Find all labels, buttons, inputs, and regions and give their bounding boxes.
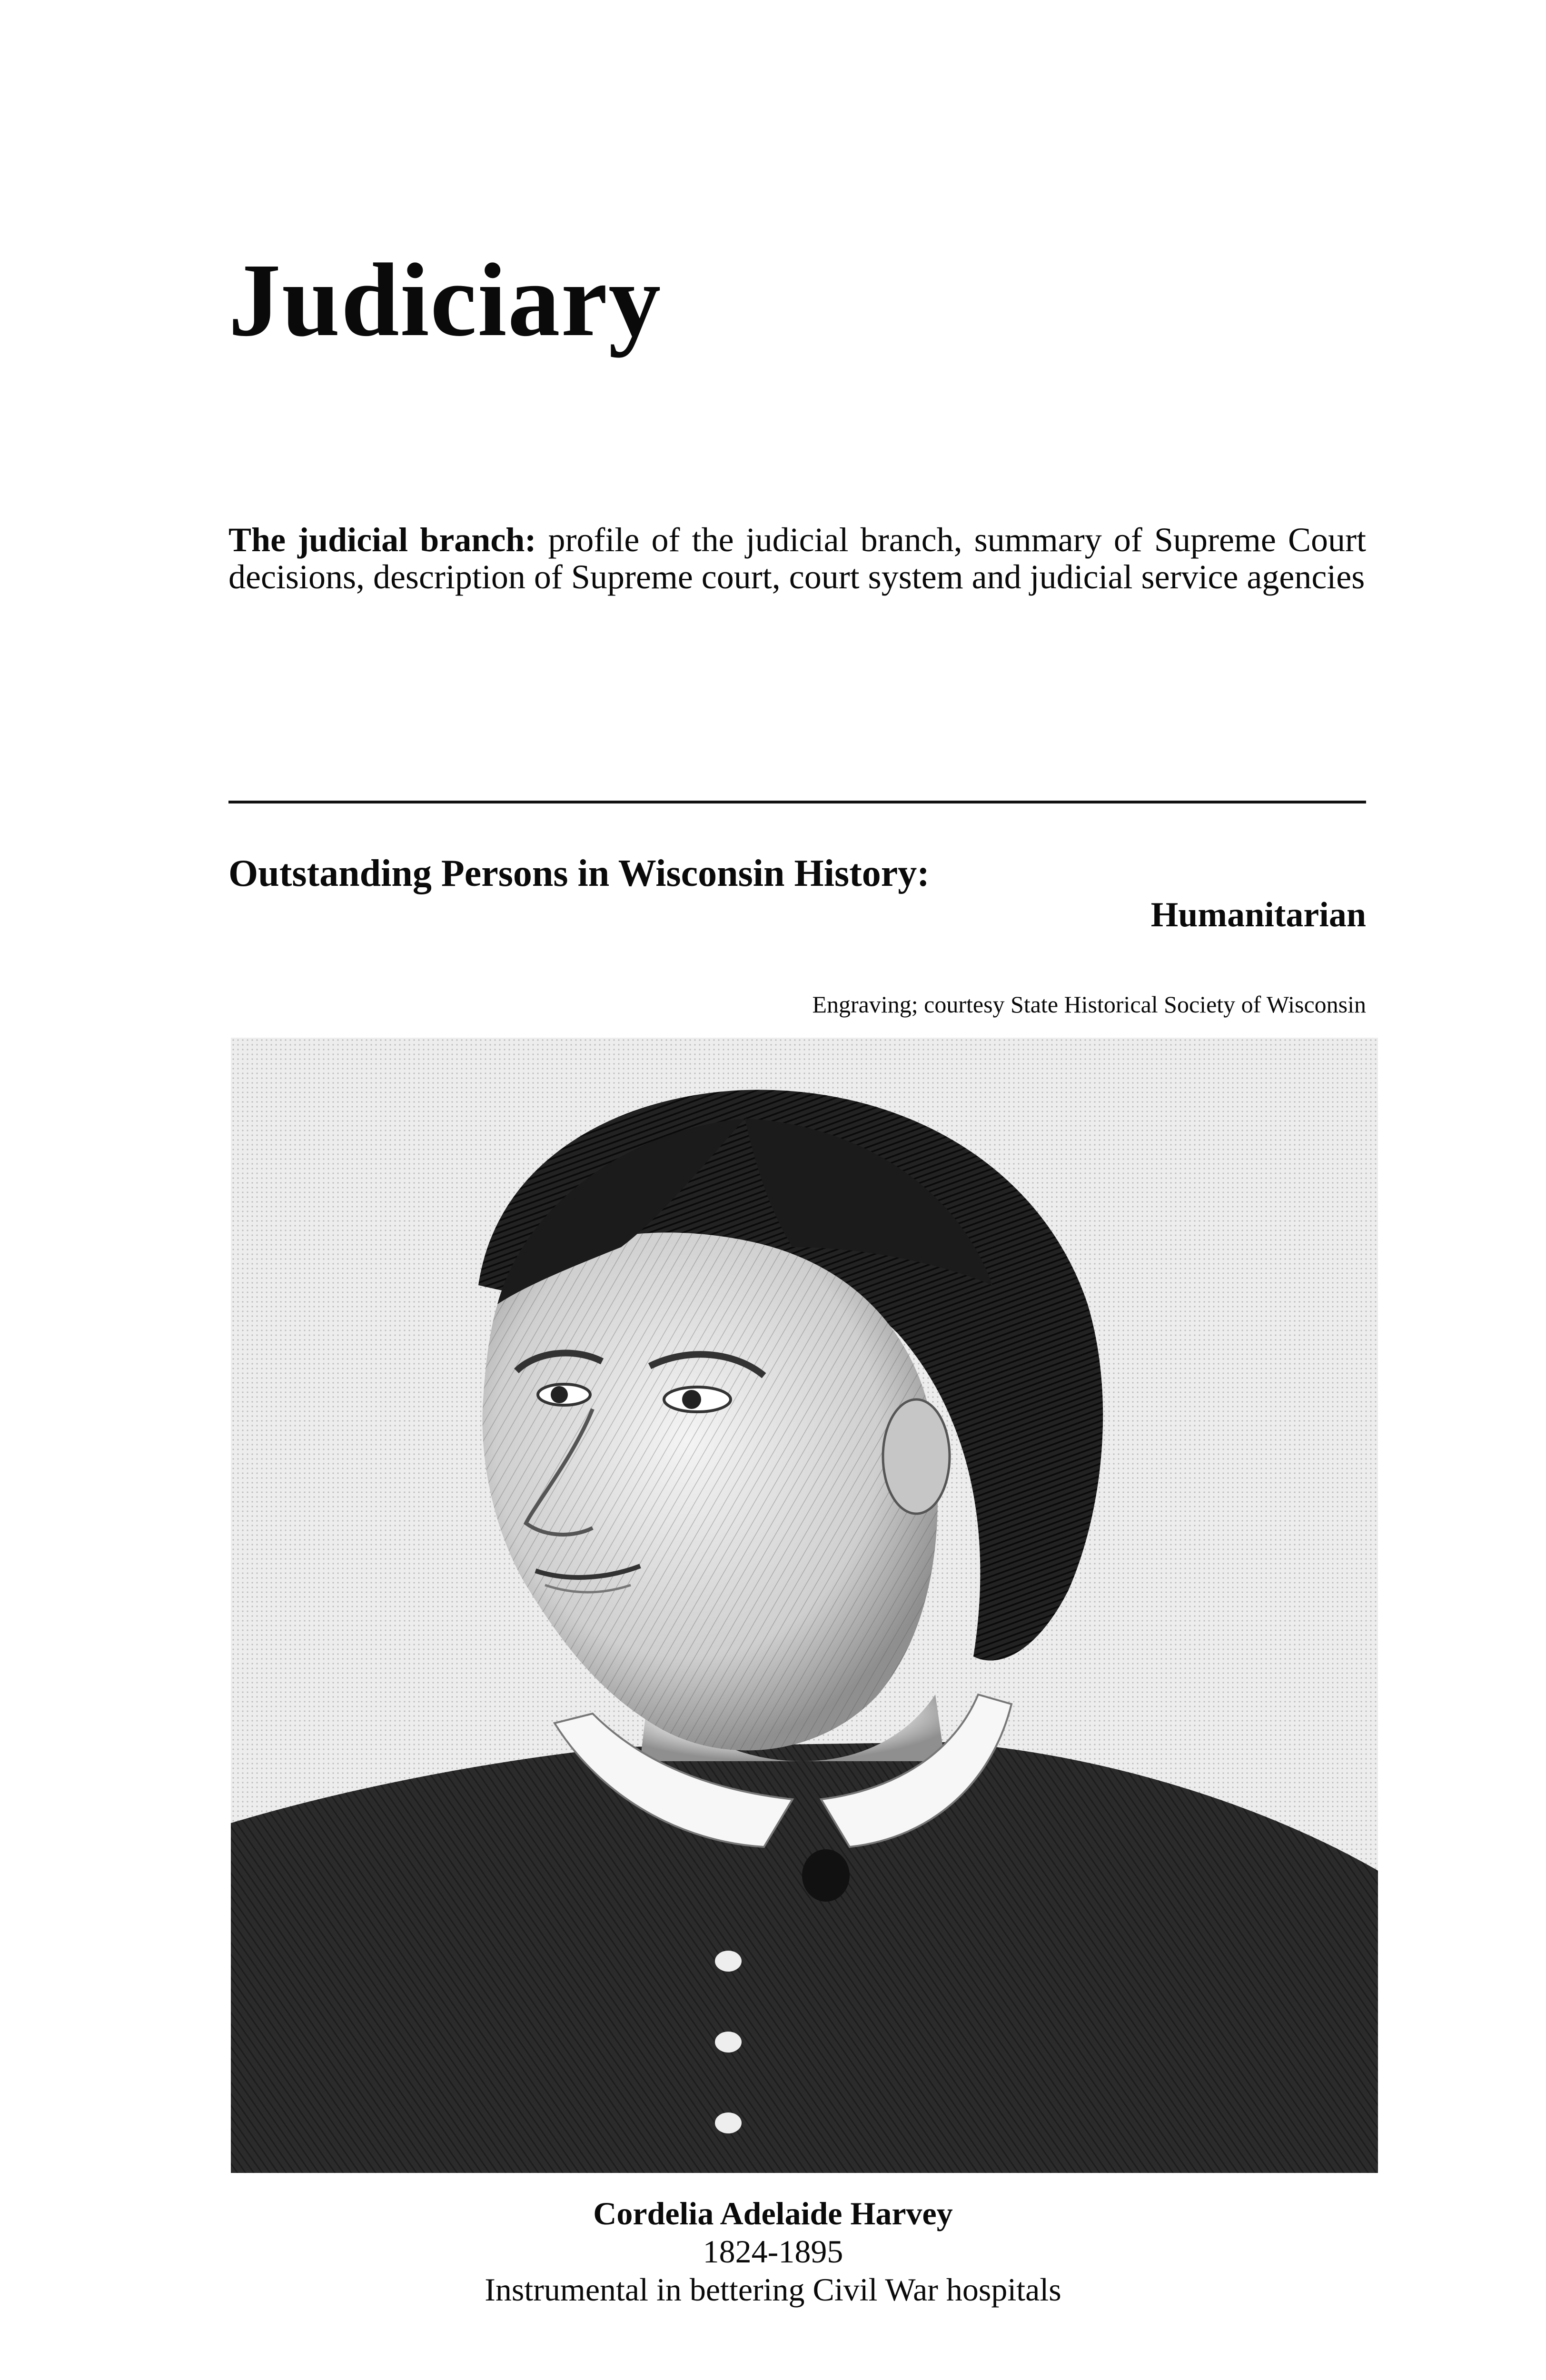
chapter-summary: [228, 521, 1366, 595]
chapter-summary-text: profile of the judicial branch, summary of Supreme Court decisions, description of Supreme court, court system and judicial service agencies: [228, 521, 1366, 596]
portrait-caption: [0, 2194, 1546, 2309]
series-heading: Outstanding Persons in Wisconsin History:: [228, 853, 930, 894]
person-description: Instrumental in bettering Civil War hospitals: [485, 2271, 1061, 2308]
section-divider: [228, 801, 1366, 803]
image-credit: Engraving; courtesy State Historical Society of Wisconsin: [812, 991, 1366, 1018]
chapter-summary-label: The judicial branch:: [228, 521, 536, 559]
category-label: Humanitarian: [1150, 895, 1366, 934]
portrait-engraving: [231, 1038, 1378, 2173]
chapter-title: Judiciary: [228, 242, 662, 358]
person-name: Cordelia Adelaide Harvey: [593, 2195, 953, 2231]
person-dates: 1824-1895: [703, 2233, 843, 2270]
